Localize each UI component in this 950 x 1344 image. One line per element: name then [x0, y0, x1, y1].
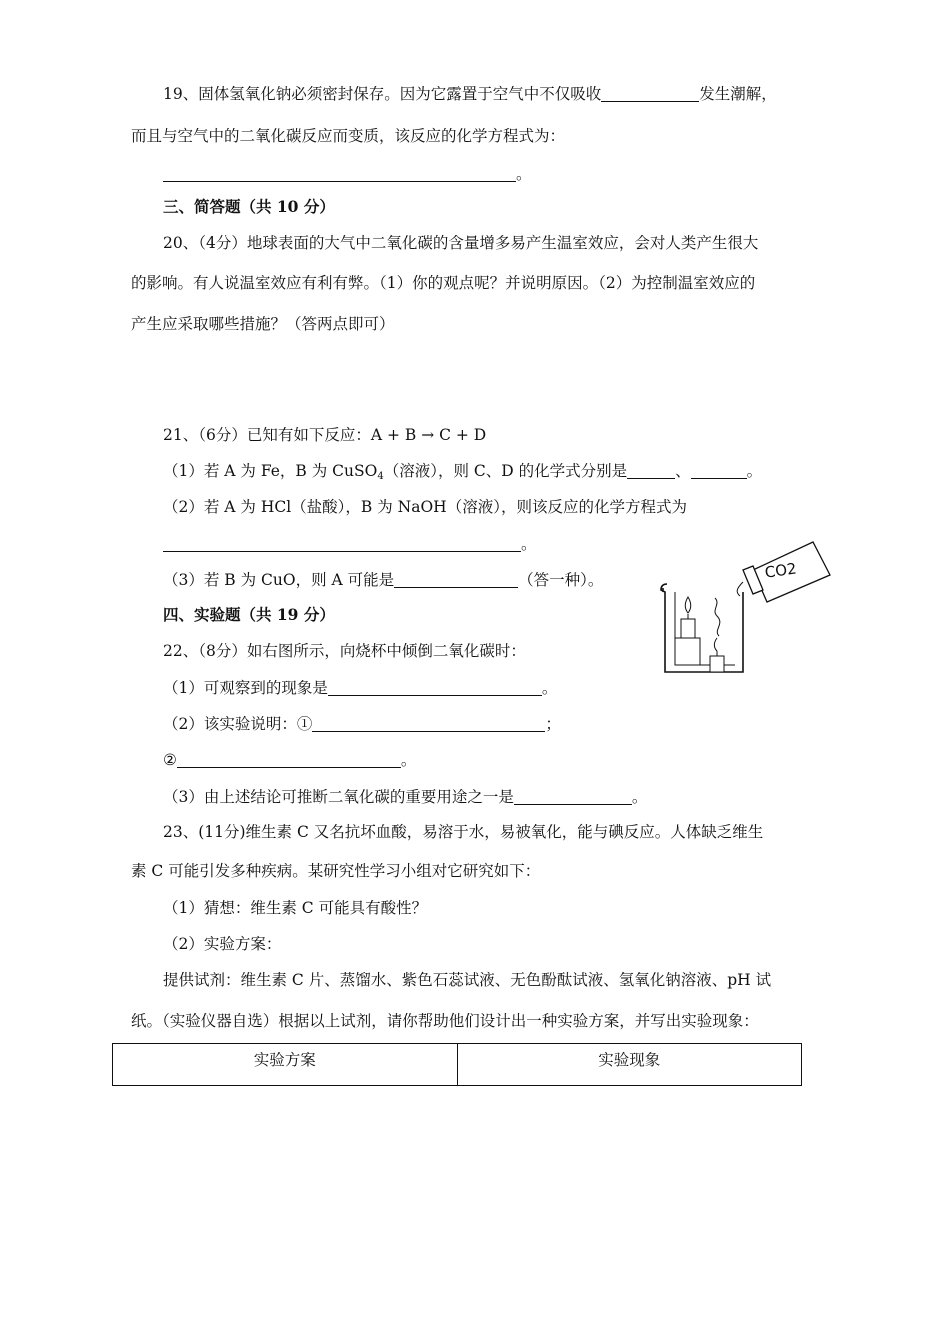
q22-part3-end: 。: [631, 788, 648, 806]
q21-blank-d[interactable]: [691, 462, 747, 479]
co2-bottle-icon: [743, 542, 830, 602]
q21-blank-equation[interactable]: [163, 535, 521, 552]
co2-label: CO2: [763, 559, 798, 582]
section-4-title: 四、实验题（共 19 分）: [163, 605, 335, 624]
q22-part1: [163, 677, 557, 699]
q20-line3: 产生应采取哪些措施？（答两点即可）: [131, 315, 395, 333]
q20-line1: 20、（4分）地球表面的大气中二氧化碳的含量增多易产生温室效应，会对人类产生很大: [163, 234, 759, 252]
q22-line1: 22、（8分）如右图所示，向烧杯中倾倒二氧化碳时：: [163, 642, 526, 660]
q23-reagents-line2: 纸。（实验仪器自选）根据以上试剂，请你帮助他们设计出一种实验方案，并写出实验现象：: [131, 1012, 759, 1030]
q21-part1-subscript: 4: [377, 471, 384, 482]
q20-line2: 的影响。有人说温室效应有利有弊。（1）你的观点呢？并说明原因。（2）为控制温室效应的: [131, 274, 756, 292]
q21-part1-text-b: （溶液），则 C、D 的化学式分别是: [383, 462, 628, 480]
q21-part2-answer: [163, 533, 537, 555]
candle-upper-icon: [681, 597, 695, 638]
q21-part1-sep: 、: [675, 462, 691, 480]
q21-line1: 21、（6分）已知有如下反应：A + B → C + D: [163, 426, 487, 444]
q23-part2: （2）实验方案：: [163, 935, 282, 953]
candle-lower-icon: [710, 638, 724, 672]
q22-blank-use[interactable]: [514, 788, 632, 805]
q22-blank-conclusion-1[interactable]: [312, 715, 545, 732]
q22-part3: [163, 786, 647, 808]
q21-part1-text-a: （1）若 A 为 Fe，B 为 CuSO: [163, 462, 378, 480]
q21-part3-text-a: （3）若 B 为 CuO，则 A 可能是: [163, 571, 395, 589]
q22-part1-end: 。: [541, 679, 558, 697]
q22-part2b: [163, 749, 416, 771]
q21-part2: （2）若 A 为 HCl（盐酸），B 为 NaOH（溶液），则该反应的化学方程式为: [163, 498, 687, 516]
q19-line3: [163, 163, 532, 185]
q19-text-a: 19、固体氢氧化钠必须密封保存。因为它露置于空气中不仅吸收: [163, 85, 602, 103]
beaker-candle-figure: [655, 540, 835, 680]
q22-part1-text: （1）可观察到的现象是: [163, 679, 328, 697]
q21-part2-end: 。: [521, 535, 537, 553]
q22-part2: [163, 713, 561, 735]
q22-blank-phenomenon[interactable]: [328, 679, 542, 696]
q19-line2: 而且与空气中的二氧化碳反应而变质，该反应的化学方程式为：: [131, 127, 566, 145]
table-header-row: [113, 1044, 802, 1086]
q22-part3-text: （3）由上述结论可推断二氧化碳的重要用途之一是: [163, 788, 514, 806]
q21-part3: [163, 569, 603, 591]
table-header-phenomenon: 实验现象: [457, 1044, 802, 1086]
q19-text-b: 发生潮解，: [699, 85, 777, 103]
q22-part2b-end: 。: [400, 751, 417, 769]
q23-line2: 素 C 可能引发多种疾病。某研究性学习小组对它研究如下：: [131, 862, 541, 880]
q19-blank-1[interactable]: [601, 85, 699, 102]
q23-reagents-line1: 提供试剂：维生素 C 片、蒸馏水、紫色石蕊试液、无色酚酞试液、氢氧化钠溶液、pH 试: [163, 971, 772, 989]
q23-line1: 23、(11分)维生素 C 又名抗坏血酸，易溶于水，易被氧化，能与碘反应。人体缺乏维生: [163, 823, 764, 841]
beaker-icon: [661, 584, 743, 672]
q22-part2-text: （2）该实验说明：①: [163, 715, 313, 733]
q21-part3-text-b: （答一种）。: [518, 571, 604, 589]
experiment-table: [112, 1043, 802, 1086]
q23-part1: （1）猜想：维生素 C 可能具有酸性？: [163, 899, 428, 917]
q22-blank-conclusion-2[interactable]: [177, 751, 401, 768]
q21-blank-a[interactable]: [394, 571, 518, 588]
q21-part1: [163, 460, 762, 488]
table-header-plan: 实验方案: [113, 1044, 458, 1086]
q21-part1-end: 。: [746, 462, 763, 480]
q19-line1: [163, 83, 777, 105]
q22-part2b-text: ②: [163, 751, 177, 769]
q19-period: 。: [516, 165, 532, 183]
q21-blank-c[interactable]: [627, 462, 675, 479]
q22-part2-end: ；: [545, 715, 561, 733]
q19-blank-equation[interactable]: [163, 165, 516, 182]
section-3-title: 三、简答题（共 10 分）: [163, 197, 335, 216]
